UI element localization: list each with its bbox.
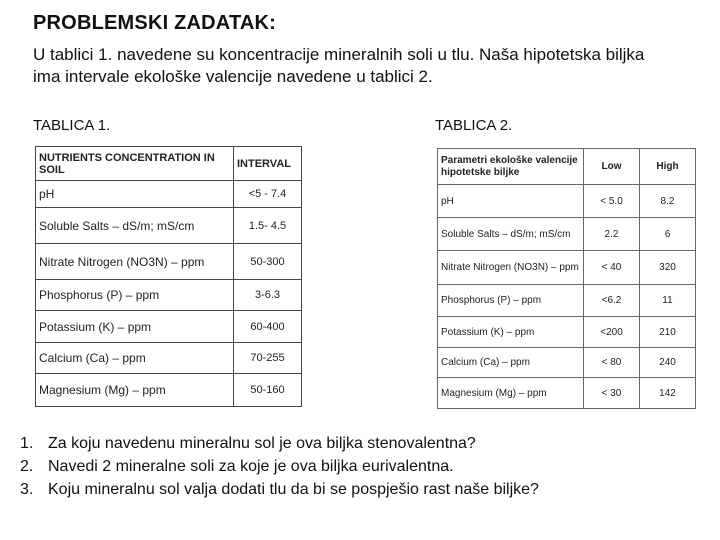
table2-cell-high: 11 [640, 285, 696, 317]
table-row [438, 348, 696, 378]
question-number: 3. [20, 481, 34, 498]
table2-header-low: Low [584, 149, 640, 185]
table2-cell-low: 2.2 [584, 218, 640, 251]
table2-header-high: High [640, 149, 696, 185]
table1-cell-value: 60-400 [234, 311, 302, 343]
table-plant-valence [437, 148, 696, 409]
list-item [20, 432, 539, 455]
table2-cell-low: < 80 [584, 348, 640, 378]
table1-cell-value: 50-300 [234, 244, 302, 280]
table1-cell-name: Calcium (Ca) – ppm [36, 343, 234, 374]
table-row [36, 311, 302, 343]
table1-cell-name: Soluble Salts – dS/m; mS/cm [36, 208, 234, 244]
intro-line-1: U tablici 1. navedene su koncentracije mineralnih soli u tlu. Naša hipotetska biljka [33, 45, 645, 64]
table1-cell-value: 50-160 [234, 374, 302, 407]
table2-header-params: Parametri ekološke valencije hipotetske biljke [438, 149, 584, 185]
table1-cell-name: Phosphorus (P) – ppm [36, 280, 234, 311]
table2-cell-high: 8.2 [640, 185, 696, 218]
table-row [438, 285, 696, 317]
table-row [438, 251, 696, 285]
table1-header-interval: INTERVAL [234, 147, 302, 181]
table2-cell-low: < 30 [584, 378, 640, 409]
table1-cell-name: Nitrate Nitrogen (NO3N) – ppm [36, 244, 234, 280]
table2-cell-high: 240 [640, 348, 696, 378]
table1-cell-value: 1.5- 4.5 [234, 208, 302, 244]
table2-cell-high: 320 [640, 251, 696, 285]
table1-cell-name: Potassium (K) – ppm [36, 311, 234, 343]
table2-header-row [438, 149, 696, 185]
table2-cell-name: Calcium (Ca) – ppm [438, 348, 584, 378]
table-row [36, 280, 302, 311]
table1-cell-value: <5 - 7.4 [234, 181, 302, 208]
table1-cell-value: 70-255 [234, 343, 302, 374]
table-row [36, 343, 302, 374]
table1-cell-name: Magnesium (Mg) – ppm [36, 374, 234, 407]
table-row [438, 317, 696, 348]
table2-cell-high: 6 [640, 218, 696, 251]
question-text: Koju mineralnu sol valja dodati tlu da bi se pospješio rast naše biljke? [48, 481, 539, 498]
table2-cell-name: Nitrate Nitrogen (NO3N) – ppm [438, 251, 584, 285]
question-text: Za koju navedenu mineralnu sol je ova biljka stenovalentna? [48, 435, 476, 452]
table2-cell-name: Phosphorus (P) – ppm [438, 285, 584, 317]
table2-cell-name: Soluble Salts – dS/m; mS/cm [438, 218, 584, 251]
table1-header-nutrients: NUTRIENTS CONCENTRATION IN SOIL [36, 147, 234, 181]
table-soil-concentrations [35, 146, 302, 407]
table2-cell-name: pH [438, 185, 584, 218]
intro-line-2: ima intervale ekološke valencije navedene u tablici 2. [33, 67, 433, 86]
table2-label: TABLICA 2. [435, 117, 513, 134]
table2-cell-low: < 5.0 [584, 185, 640, 218]
question-number: 1. [20, 435, 34, 452]
table1-label: TABLICA 1. [33, 117, 111, 134]
table2-cell-low: < 40 [584, 251, 640, 285]
question-number: 2. [20, 458, 34, 475]
table1-cell-value: 3-6.3 [234, 280, 302, 311]
intro-text [33, 44, 703, 88]
table-row [438, 185, 696, 218]
table2-cell-low: <200 [584, 317, 640, 348]
page-title: PROBLEMSKI ZADATAK: [33, 12, 277, 34]
table1-cell-name: pH [36, 181, 234, 208]
table-row [36, 208, 302, 244]
list-item [20, 478, 539, 501]
table2-cell-name: Magnesium (Mg) – ppm [438, 378, 584, 409]
question-text: Navedi 2 mineralne soli za koje je ova biljka eurivalentna. [48, 458, 454, 475]
table1-header-row [36, 147, 302, 181]
table-row [36, 181, 302, 208]
table-row [438, 218, 696, 251]
table2-cell-high: 142 [640, 378, 696, 409]
table-row [438, 378, 696, 409]
table-row [36, 374, 302, 407]
table2-cell-name: Potassium (K) – ppm [438, 317, 584, 348]
table-row [36, 244, 302, 280]
question-list [20, 432, 539, 501]
list-item [20, 455, 539, 478]
table2-cell-low: <6.2 [584, 285, 640, 317]
table2-cell-high: 210 [640, 317, 696, 348]
